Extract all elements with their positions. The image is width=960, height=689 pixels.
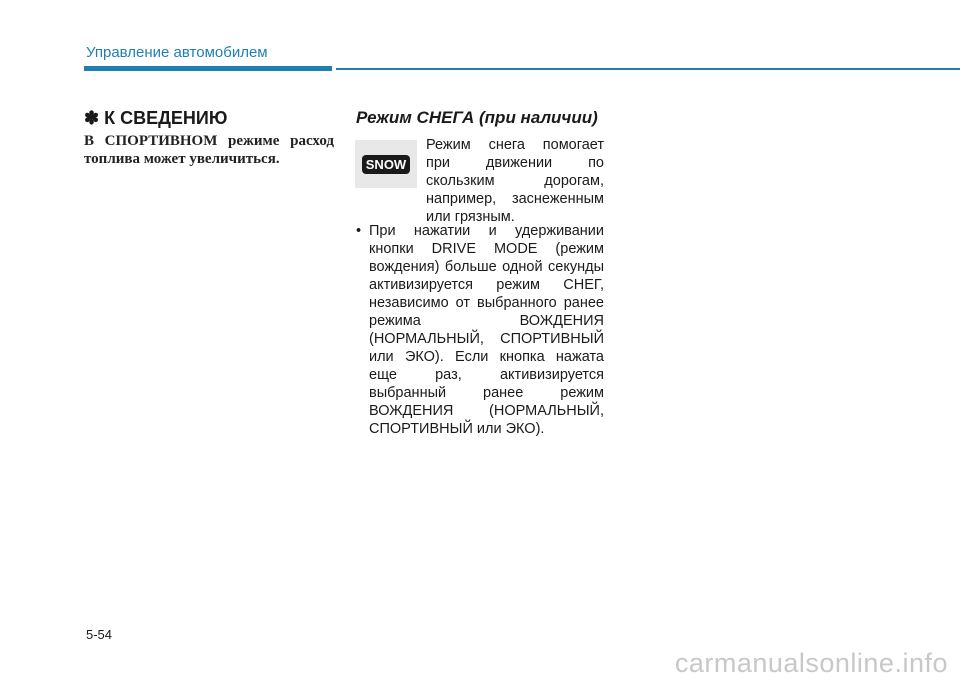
watermark: carmanualsonline.info	[674, 648, 948, 678]
section-title: Управление автомобилем	[86, 44, 268, 61]
header-rule-thin	[336, 68, 960, 70]
snow-mode-bullets	[356, 222, 604, 438]
snow-mode-intro: Режим снега помогает при движении по скользким дорогам, например, заснеженным или грязным.	[426, 137, 604, 225]
snow-mode-heading: Режим СНЕГА (при наличии)	[356, 108, 598, 127]
notice-heading: ✽ К СВЕДЕНИЮ	[84, 108, 228, 128]
snow-mode-icon	[355, 140, 417, 188]
bullet-text: При нажатии и удерживании кнопки DRIVE MODE (режим вождения) больше одной секунды активизируется режим СНЕГ, независимо от выбранного ранее режима ВОЖДЕНИЯ (НОРМАЛЬНЫЙ, СПОРТИВНЫЙ или ЭКО). Если кнопка нажата еще раз, активизируется выбранный ранее режим ВОЖДЕНИЯ (НОРМАЛЬНЫЙ, СПОРТИВНЫЙ или ЭКО).	[369, 223, 604, 437]
page-number: 5-54	[86, 627, 113, 642]
snow-icon-label: SNOW	[362, 155, 410, 174]
notice-body: В СПОРТИВНОМ режиме расход топлива может увеличиться.	[84, 133, 334, 167]
bullet-dot-icon: •	[356, 223, 362, 239]
header-rule-thick	[84, 66, 332, 71]
list-item	[356, 222, 604, 438]
